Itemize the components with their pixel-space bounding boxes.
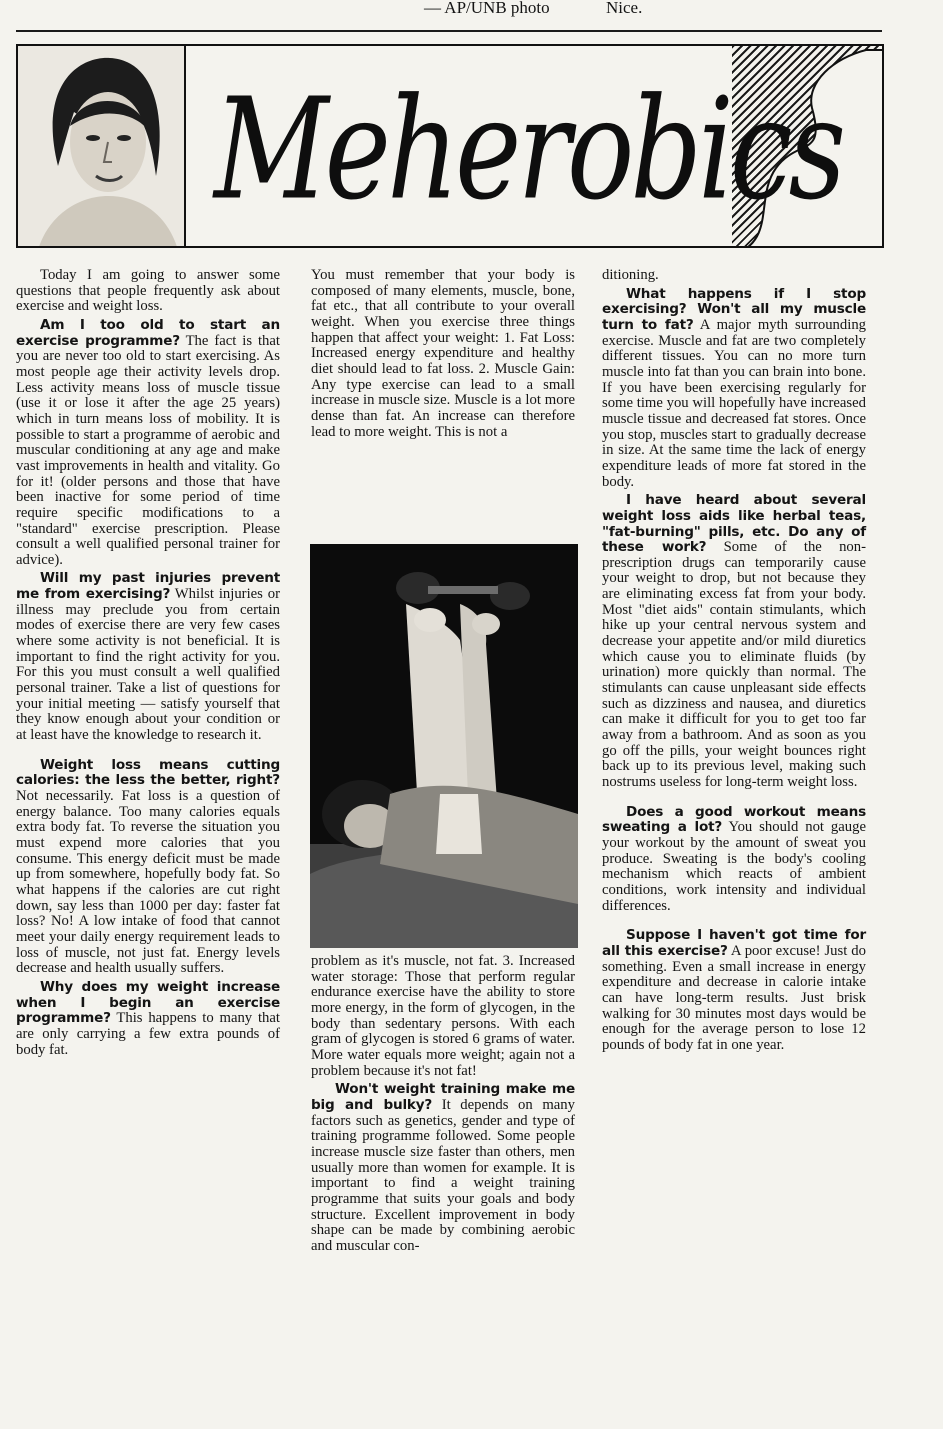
column-two bbox=[311, 267, 575, 1254]
author-portrait-image bbox=[18, 46, 186, 248]
question-heading: What happens if I stop exercising? Won't all my muscle turn to fat? bbox=[602, 285, 866, 333]
column-one bbox=[16, 268, 280, 1061]
answer-text: A major myth surrounding exercise. Muscle and fat are two completely different tissues. You can no more turn muscle into fat than you can brain into bone. If you have been exercising regularly for some time you will hopefully have increased muscle tissue and decreased fat stores. Once you stop, muscles start to gradually decrease in size. At the same time the lack of energy expenditure leads of more fat stored in the body. bbox=[602, 316, 867, 490]
answer-text: The fact is that you are never too old to start exercising. As most people age their activity levels drop. Less activity means loss of muscle tissue (use it or lose it after the age 25 years) which in turn means loss of mobility. It is possible to start a programme of aerobic and muscular conditioning at any age and make vast improvements in health and vitality. Go for it! (older persons and those that have been inactive for some period of time require specific modifications to a "standard" exercise prescription. Please consult a well qualified personal trainer for advice). bbox=[16, 332, 280, 568]
question-heading: Won't weight training make me big and bulky? bbox=[311, 1081, 575, 1113]
answer-text: You should not gauge your workout by the amount of sweat you produce. Sweating is the body's cooling mechanism which reacts of ambient conditions, work intensity and individual differences. bbox=[602, 819, 866, 914]
top-rule bbox=[16, 30, 882, 32]
answer-text: This happens to many that are only carrying a few extra pounds of body fat. bbox=[16, 1010, 280, 1058]
water-storage-paragraph: problem as it's muscle, not fat. 3. Increased water storage: Those that perform regular endurance exercise have the ability to store more energy, in the form of glycogen, in the body than sedentary persons. With each gram of glycogen is stored 6 grams of water. More water equals more weight; again not a problem because it's not fat! bbox=[311, 953, 575, 1079]
dumbbell-press-image bbox=[310, 544, 578, 948]
column-header bbox=[16, 44, 884, 252]
answer-text: Whilst injuries or illness may preclude you from certain modes of exercise there are very few cases where some activity is not beneficial. It is important to find the right activity for you. For this you must consult a well qualified personal trainer. Take a list of questions for your initial meeting — satisfy yourself that they know enough about your condition or at least have the knowledge to research it. bbox=[16, 586, 280, 744]
qa-stop-exercising bbox=[602, 287, 866, 491]
question-heading: Am I too old to start an exercise programme? bbox=[16, 316, 280, 349]
author-portrait bbox=[16, 44, 186, 248]
question-heading: Why does my weight increase when I begin an exercise programme? bbox=[16, 978, 280, 1027]
continuation-fragment: ditioning. bbox=[602, 267, 659, 283]
qa-age bbox=[16, 318, 280, 569]
qa-calories bbox=[16, 758, 280, 977]
previous-article-strip bbox=[0, 0, 943, 24]
photo-credit: — AP/UNB photo bbox=[424, 0, 550, 17]
exercise-photo bbox=[310, 544, 578, 948]
qa-no-time bbox=[602, 928, 866, 1053]
qa-weight-loss-aids bbox=[602, 493, 866, 790]
title-banner bbox=[186, 44, 884, 248]
column-three bbox=[602, 268, 866, 1057]
answer-text: It depends on many factors such as genetics, gender and type of training programme followed. Some people increase muscle size faster than others, men usually more than women for example. It is important to find a weight training programme that suits your goals and body structure. Excellent improvement in body shape can be made by combining aerobic and muscular con- bbox=[311, 1096, 575, 1254]
question-heading: Does a good workout means sweating a lot? bbox=[602, 803, 866, 836]
column-two-continued bbox=[311, 954, 575, 1257]
answer-text: A poor excuse! Just do something. Even a small increase in energy expenditure and decrease in calorie intake can have long-term results. Just brisk walking for 30 minutes most days would be enough for the average person to lose 12 pounds of body fat in one year. bbox=[602, 942, 866, 1053]
body-composition-paragraph: You must remember that your body is composed of many elements, muscle, bone, fat etc., that all contribute to your overall weight. When you exercise three things happen that affect your weight: 1. Fat Loss: Increased energy expenditure and healthy diet should lead to fat loss. 2. Muscle Gain: Any type exercise can lead to a small increase in muscle size. Muscle is a lot more dense than fat. An increase can therefore lead to more weight. This is not a bbox=[311, 267, 575, 440]
question-heading: Will my past injuries prevent me from exercising? bbox=[16, 570, 280, 603]
answer-text: Some of the non-prescription drugs can temporarily cause your weight to drop, but not because they are eliminating excess fat from your body. Most "diet aids" contain stimulants, which hike up your central nervous system and decrease your appetite and/or mild diuretics which cause you to eliminate fluids (by urination) more quickly than normal. The stimulants can cause unpleasant side effects such as dizziness and nausea, and diuretics can make it difficult for you to get too far away from a bathroom. And as soon as you go off the pills, your weight bounces right back up to its previous level, making such nostrums useless for long-term weight loss. bbox=[602, 539, 866, 790]
qa-weight-increase bbox=[16, 980, 280, 1058]
qa-injuries bbox=[16, 571, 280, 743]
previous-article-fragment: Nice. bbox=[606, 0, 643, 17]
question-heading: Suppose I haven't got time for all this exercise? bbox=[602, 927, 866, 959]
question-heading: I have heard about several weight loss aids like herbal teas, "fat-burning" pills, etc. Do any of these work? bbox=[602, 492, 866, 556]
intro-paragraph: Today I am going to answer some questions that people frequently ask about exercise and weight loss. bbox=[16, 267, 280, 315]
qa-sweating bbox=[602, 805, 866, 915]
answer-text: Not necessarily. Fat loss is a question of energy balance. Too many calories equals extra body fat. To reverse the situation you must expend more calories that you consume. This energy deficit must be made up from somewhere, hopefully body fat. So what happens if the calories are cut right down, say less than 1000 per day: faster fat loss? No! A low intake of food that cannot meet your daily energy requirement leads to loss of muscle, not just fat. Energy levels decrease and health usually suffers. bbox=[16, 788, 280, 977]
qa-bulky bbox=[311, 1082, 575, 1254]
column-title: Meherobics bbox=[214, 68, 843, 232]
question-heading: Weight loss means cutting calories: the less the better, right? bbox=[16, 756, 280, 789]
